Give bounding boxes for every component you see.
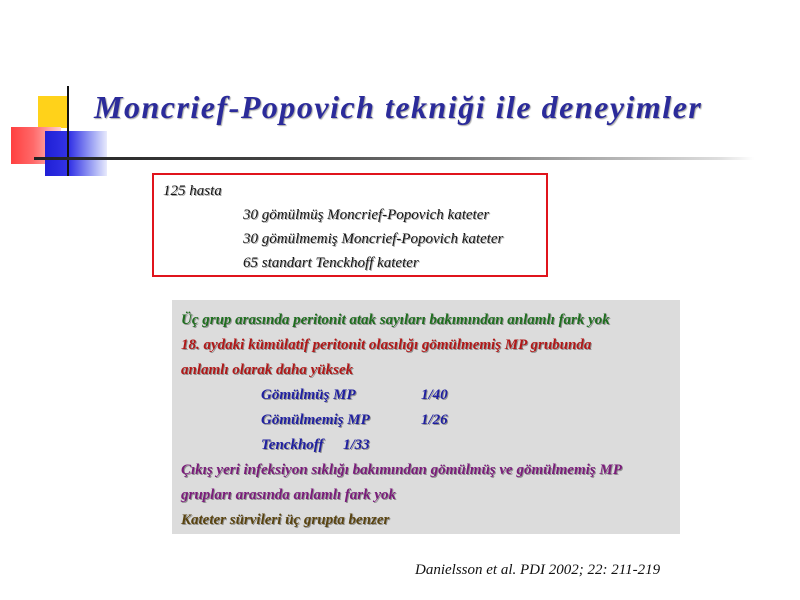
rate-value: 1/26	[421, 412, 448, 428]
finding-exit-site-line2: grupları arasında anlamlı fark yok	[181, 487, 397, 503]
summary-group: 65 standart Tenckhoff kateter	[243, 255, 419, 271]
rate-value: 1/33	[343, 437, 370, 453]
title-underline-rule	[34, 157, 754, 160]
finding-catheter-survival: Kateter sürvileri üç grupta benzer	[181, 512, 390, 528]
title-vertical-rule	[67, 86, 69, 176]
finding-exit-site-line1: Çıkış yeri infeksiyon sıklığı bakımından gömülmüş ve gömülmemiş MP	[181, 462, 622, 478]
rate-label: Tenckhoff	[261, 437, 324, 453]
finding-cumulative-line2: anlamlı olarak daha yüksek	[181, 362, 354, 378]
logo-blue-square	[45, 131, 107, 176]
summary-group: 30 gömülmemiş Moncrief-Popovich kateter	[243, 231, 504, 247]
rate-label: Gömülmemiş MP	[261, 412, 370, 428]
citation: Danielsson et al. PDI 2002; 22: 211-219	[415, 562, 661, 578]
rate-value: 1/40	[421, 387, 448, 403]
logo-yellow-square	[38, 96, 68, 128]
finding-peritonitis: Üç grup arasında peritonit atak sayıları bakımından anlamlı fark yok	[181, 312, 610, 328]
findings-box	[172, 300, 680, 534]
summary-box	[152, 173, 548, 277]
rate-label: Gömülmüş MP	[261, 387, 356, 403]
summary-total: 125 hasta	[163, 183, 222, 199]
slide-title: Moncrief-Popovich tekniği ile deneyimler	[94, 89, 703, 125]
finding-cumulative-line1: 18. aydaki kümülatif peritonit olasılığı gömülmemiş MP grubunda	[181, 337, 592, 353]
summary-group: 30 gömülmüş Moncrief-Popovich kateter	[243, 207, 490, 223]
